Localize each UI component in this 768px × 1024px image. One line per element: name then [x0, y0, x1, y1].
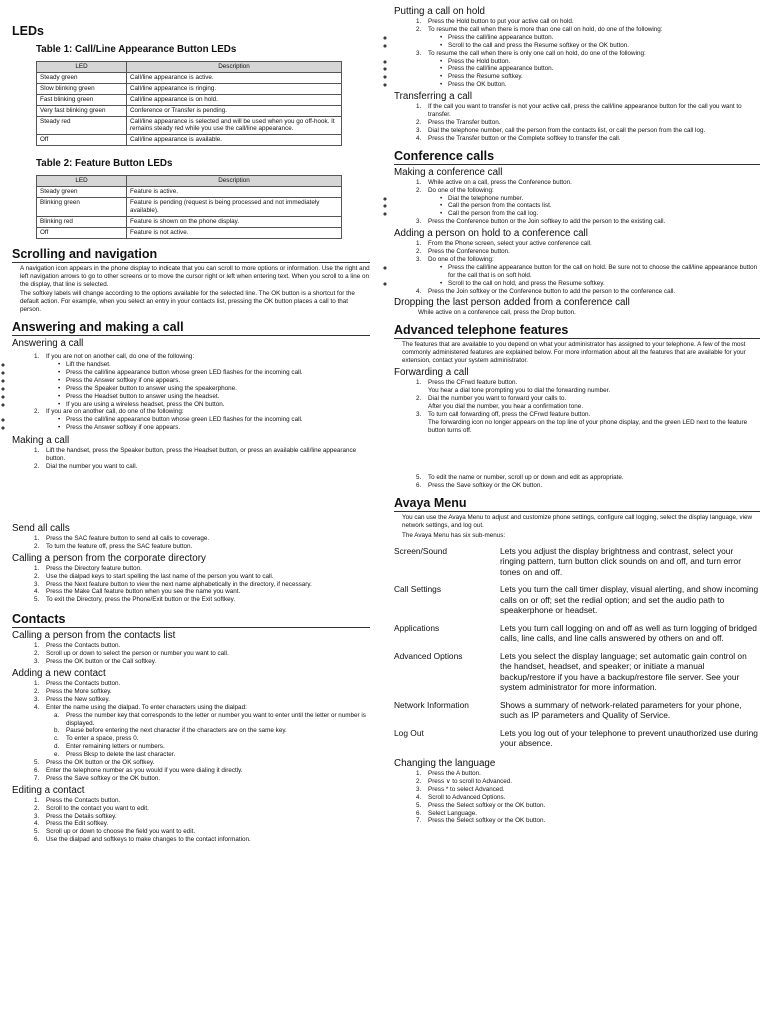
menu-item-description: Lets you turn call logging on and off as well as turn logging of bridged calls, line calls, and line calls answered by others on and off.	[500, 622, 757, 644]
answer-steps	[12, 353, 370, 432]
table2-caption: Table 2: Feature Button LEDs	[36, 158, 173, 170]
left-column	[12, 14, 370, 844]
list-item: 1. Press the Contacts button.	[34, 679, 121, 687]
table-cell: Blinking red	[37, 216, 127, 227]
directory-subheading: Calling a person from the corporate directory	[12, 552, 206, 564]
send-all-calls-subheading: Send all calls	[12, 522, 70, 534]
list-item: 1. Press the A button.	[416, 769, 481, 777]
contacts-call-subheading: Calling a person from the contacts list	[12, 630, 176, 642]
transfer-steps	[394, 103, 760, 143]
language-subheading: Changing the language	[394, 757, 496, 769]
language-steps	[394, 770, 760, 825]
conference-make-subheading: Making a conference call	[394, 166, 503, 178]
menu-item-description: Lets you turn the call timer display, visual alerting, and show incoming calls on or off; set the redial option; and set the audio path to speakerphone or headset.	[500, 584, 759, 616]
list-item: 2. Press ∨ to scroll to Advanced.	[416, 777, 513, 785]
list-item: • ◦ Dial the telephone number.	[394, 195, 760, 203]
forwarding-steps	[394, 379, 760, 434]
table-row	[394, 651, 760, 700]
table1	[36, 61, 342, 146]
avaya-menu-heading: Avaya Menu	[394, 496, 760, 512]
list-item: 3. Do one of the following: • ◦ Press the call/line appearance button for the call on hold. Be sure not to choose the call/line appearance button for the call that is on soft hold. • ◦ Scroll to the call on hold, and press the Resume softkey.	[394, 256, 760, 288]
list-item: 2. Dial the number you want to call.	[34, 463, 138, 470]
edit-steps	[394, 474, 760, 490]
list-item: 2. Press the Conference button.	[416, 248, 510, 256]
table-cell: Call/line appearance is active.	[127, 72, 342, 83]
list-item: 2. Scroll to the contact you want to edit.	[34, 804, 149, 812]
hold-subheading: Putting a call on hold	[394, 6, 485, 17]
list-item: • ◦ Scroll to the call and press the Resume softkey or the OK button.	[394, 42, 760, 50]
list-item: 6. Use the dialpad and softkeys to make changes to the contact information.	[34, 836, 251, 844]
contacts-edit-steps	[12, 797, 370, 844]
bullet-list	[394, 34, 760, 50]
list-item: 3. Press the New softkey.	[34, 695, 110, 703]
list-item: • ◦ Press the Headset button to answer using the headset.	[12, 393, 370, 401]
list-item: 5. Press the Select softkey or the OK button.	[416, 801, 546, 809]
list-item: • ◦ Press the Resume softkey.	[394, 73, 760, 81]
list-item: 2. To resume the call when there is more than one call on hold, do one of the following: • ◦ Press the call/line appearance button. • ◦ Scroll to the call and press the Resume softkey or the OK button.	[394, 26, 760, 50]
list-item: 7. Press the Save softkey or the OK button.	[34, 774, 161, 782]
table-row	[394, 700, 760, 728]
table-cell: Call/line appearance is selected and will be used when you go off-hook. It remains steady red while you use the call/line appearance.	[127, 116, 342, 135]
transfer-subheading: Transferring a call	[394, 91, 473, 103]
answering-heading: Answering and making a call	[12, 320, 370, 336]
right-column	[394, 6, 760, 825]
menu-item-name: Log Out	[394, 727, 424, 738]
bullet-list	[394, 58, 760, 90]
list-item: 2. Dial the number you want to forward your calls to. After you dial the number, you hear a confirmation tone.	[416, 394, 584, 410]
list-item: 5. To edit the name or number, scroll up or down and edit as appropriate.	[416, 474, 624, 482]
list-item: 6. Press the Save softkey or the OK button.	[416, 482, 543, 490]
scrolling-paragraph-2: The softkey labels will change according to the options available for the selected line. The OK button is a shortcut for the default action. For example, when you select an entry in your contacts list, pressing the OK button places a call to that person.	[20, 290, 355, 314]
list-item: • ◦ Scroll to the call on hold, and press the Resume softkey.	[394, 280, 760, 288]
list-item: c. To enter a space, press 0.	[54, 735, 139, 743]
list-item: 3. Dial the telephone number, call the person from the contacts list, or call the person from the call log.	[416, 126, 706, 134]
hold-steps	[394, 18, 760, 89]
conference-add-steps	[394, 240, 760, 295]
table-row	[37, 105, 342, 116]
table-row	[37, 116, 342, 135]
avaya-menu-intro-2: The Avaya Menu has six sub-menus:	[402, 532, 506, 540]
bullet-list	[12, 416, 370, 432]
list-item: 4. Press the Edit softkey.	[34, 820, 109, 828]
list-item: 1. Press the Contacts button.	[34, 642, 121, 650]
list-item: 1. Press the Directory feature button.	[34, 564, 142, 572]
answering-subheading: Answering a call	[12, 338, 84, 350]
table-cell: Off	[37, 227, 127, 238]
list-item: b. Pause before entering the next character if the characters are on the same key.	[54, 727, 287, 735]
list-item: 1. Press the CFrwd feature button. You hear a dial tone prompting you to dial the forwarding number.	[416, 379, 611, 394]
table-cell: Steady green	[37, 187, 127, 198]
table1-header-led: LED	[37, 62, 127, 73]
list-item: • ◦ Lift the handset.	[12, 361, 370, 369]
table-cell: Call/line appearance is on hold.	[127, 94, 342, 105]
contacts-add-subheading: Adding a new contact	[12, 667, 106, 679]
making-call-subheading: Making a call	[12, 435, 70, 447]
menu-item-description: Lets you adjust the display brightness and contrast, select your ringing pattern, turn button click sounds on and off, and turn error tones on and off.	[500, 545, 742, 577]
list-item: 5. To exit the Directory, press the Phone/Exit button or the Exit softkey.	[34, 596, 236, 604]
table-row	[394, 584, 760, 623]
list-item: 4. Press the Join softkey or the Conference button to add the person to the conference call.	[416, 287, 676, 295]
table-row	[394, 546, 760, 585]
list-item: 4. Press the Make Call feature button when you see the name you want.	[34, 588, 241, 596]
advanced-intro: The features that are available to you depend on what your administrator has assigned to your telephone. A few of the most commonly administered features are explained below. For more information about all the features that are available for your extension, contact your system administrator.	[402, 341, 746, 365]
list-item: 3. Press the Conference button or the Join softkey to add the person to the existing call.	[416, 218, 666, 226]
list-item: • ◦ Press the call/line appearance button whose green LED flashes for the incoming call.	[12, 369, 370, 377]
advanced-heading: Advanced telephone features	[394, 323, 760, 339]
list-item: 2. Do one of the following: • ◦ Dial the telephone number. • ◦ Call the person from the contacts list. • ◦ Call the person from the call log.	[394, 187, 760, 219]
list-item: 1. While active on a call, press the Conference button.	[416, 178, 572, 186]
list-item: 2. Press the Transfer button.	[416, 118, 501, 126]
contacts-call-steps	[12, 642, 370, 666]
list-item: e. Press Bksp to delete the last character.	[54, 751, 176, 759]
table-cell: Feature is not active.	[127, 227, 342, 238]
list-item: • ◦ Press the OK button.	[394, 81, 760, 89]
scrolling-paragraph-1: A navigation icon appears in the phone display to indicate that you can scroll to more options or information. Use the right and left navigation arrows to go to other screens or to move the cursor right or left when entering text. When you scroll to a line on the display, that line is selected.	[20, 264, 370, 288]
table-cell: Call/line appearance is available.	[127, 135, 342, 146]
directory-steps	[12, 565, 370, 605]
list-item: 1. Lift the handset, press the Speaker button, press the Headset button, or press an available call/line appearance button.	[34, 447, 357, 463]
table-cell: Off	[37, 135, 127, 146]
send-all-steps	[12, 535, 370, 551]
list-item: 3. Press the OK button or the Call softkey.	[34, 658, 157, 666]
table-row	[37, 72, 342, 83]
list-item: 3. To turn call forwarding off, press the CFrwd feature button. The forwarding icon no longer appears on the top line of your phone display, and the green LED next to the feature button turns off.	[416, 410, 748, 434]
table2	[36, 175, 342, 238]
list-item: 2. If you are on another call, do one of the following: • ◦ Press the call/line appearance button whose green LED flashes for the incoming call. • ◦ Press the Answer softkey if one appears.	[12, 408, 370, 432]
list-item: • ◦ Call the person from the call log.	[394, 210, 760, 218]
table2-header-description: Description	[127, 176, 342, 187]
table-cell: Feature is pending (request is being processed and not immediately available).	[127, 198, 342, 217]
table-row	[394, 623, 760, 651]
list-item: • ◦ Press the call/line appearance button.	[394, 34, 760, 42]
list-item: 2. Use the dialpad keys to start spelling the last name of the person you want to call.	[34, 572, 274, 580]
avaya-menu-intro: You can use the Avaya Menu to adjust and customize phone settings, configure call logging, select the display language, view network settings, and log out.	[402, 514, 753, 530]
table-row	[37, 198, 342, 217]
list-item: 3. To resume the call when there is only one call on hold, do one of the following: • ◦ Press the Hold button. • ◦ Press the call/line appearance button. • ◦ Press the Resume softkey. • ◦ Press the OK button.	[394, 50, 760, 90]
list-item: • ◦ Press the Answer softkey if one appears.	[12, 424, 370, 432]
list-item: 1. If you are not on another call, do one of the following: • ◦ Lift the handset. • ◦ Press the call/line appearance button whose green LED flashes for the incoming call. • ◦ Press the Answer softkey if one appears. • ◦ Press the Speaker button to answer using the speakerphone. • ◦ Press the Headset button to answer using the headset. • ◦ If you are using a wireless headset, press the ON button.	[12, 353, 370, 408]
table-row	[37, 135, 342, 146]
list-item: 3. Press the Next feature button to view the next name alphabetically in the directory, if necessary.	[34, 580, 312, 588]
forwarding-subheading: Forwarding a call	[394, 367, 469, 379]
list-item: 6. Enter the telephone number as you would if you were dialing it directly.	[34, 766, 243, 774]
table-row	[37, 227, 342, 238]
menu-item-name: Network Information	[394, 699, 469, 710]
conference-make-steps	[394, 179, 760, 226]
list-item: • ◦ Press the Hold button.	[394, 58, 760, 66]
list-item: 1. Press the Hold button to put your active call on hold.	[416, 18, 574, 25]
table-cell: Slow blinking green	[37, 83, 127, 94]
avaya-menu-table	[394, 546, 760, 756]
menu-item-description: Lets you select the display language; set automatic gain control on the handset, headset, and speaker; or initiate a manual backup/restore if you have a backup/restore file server. See your system administrator for more information.	[500, 650, 747, 693]
list-item: d. Enter remaining letters or numbers.	[54, 743, 165, 751]
bullet-list	[394, 195, 760, 219]
menu-item-name: Advanced Options	[394, 650, 463, 661]
sub-step-list	[12, 712, 370, 759]
table-cell: Fast blinking green	[37, 94, 127, 105]
list-item: • ◦ Press the Answer softkey if one appears.	[12, 377, 370, 385]
list-item: 6. Select Language.	[416, 809, 478, 817]
table2-header-led: LED	[37, 176, 127, 187]
conference-drop-text: While active on a conference call, press the Drop button.	[418, 309, 576, 317]
table-row	[37, 83, 342, 94]
leds-heading: LEDs	[12, 24, 44, 38]
list-item: 3. Press * to select Advanced.	[416, 785, 505, 793]
list-item: 2. Scroll up or down to select the person or number you want to call.	[34, 650, 229, 658]
menu-item-name: Applications	[394, 622, 440, 633]
table-cell: Very fast blinking green	[37, 105, 127, 116]
list-item: 2. Press the More softkey.	[34, 687, 112, 695]
list-item: 1. Press the Contacts button.	[34, 796, 121, 804]
list-item: 4. Enter the name using the dialpad. To enter characters using the dialpad: a. Press the number key that corresponds to the letter or number you want to enter until the letter or number is displayed. b. Pause before entering the next character if the characters are on the same key. c. To enter a space, press 0. d. Enter remaining letters or numbers. e. Press Bksp to delete the last character.	[12, 704, 370, 759]
contacts-add-steps	[12, 680, 370, 783]
list-item: 5. Scroll up or down to choose the field you want to edit.	[34, 828, 196, 836]
table-cell: Conference or Transfer is pending.	[127, 105, 342, 116]
menu-item-description: Shows a summary of network-related parameters for your phone, such as IP parameters and Quality of Service.	[500, 699, 742, 721]
list-item: 5. Press the OK button or the OK softkey.	[34, 759, 155, 767]
list-item: 1. From the Phone screen, select your active conference call.	[416, 240, 592, 248]
list-item: 3. Press the Details softkey.	[34, 812, 117, 820]
bullet-list	[394, 264, 760, 288]
table-cell: Steady red	[37, 116, 127, 135]
table-cell: Feature is shown on the phone display.	[127, 216, 342, 227]
menu-item-name: Call Settings	[394, 584, 442, 595]
table-cell: Feature is active.	[127, 187, 342, 198]
table-row	[394, 728, 760, 756]
list-item: • ◦ Press the call/line appearance button for the call on hold. Be sure not to choose the call/line appearance button for the call that is on soft hold.	[394, 264, 760, 280]
conference-drop-subheading: Dropping the last person added from a conference call	[394, 297, 630, 309]
scrolling-heading: Scrolling and navigation	[12, 247, 370, 263]
list-item: • ◦ Press the call/line appearance button.	[394, 65, 760, 73]
table-cell: Steady green	[37, 72, 127, 83]
table-row	[37, 216, 342, 227]
list-item: a. Press the number key that corresponds to the letter or number you want to enter until the letter or number is displayed.	[54, 711, 366, 727]
table-cell: Blinking green	[37, 198, 127, 217]
list-item: • ◦ Call the person from the contacts list.	[394, 202, 760, 210]
bullet-list	[12, 361, 370, 408]
list-item: 1. Press the SAC feature button to send all calls to coverage.	[34, 534, 210, 542]
conference-heading: Conference calls	[394, 149, 760, 165]
conference-add-subheading: Adding a person on hold to a conference call	[394, 228, 588, 240]
contacts-heading: Contacts	[12, 612, 370, 628]
table1-header-description: Description	[127, 62, 342, 73]
list-item: 4. Press the Transfer button or the Complete softkey to transfer the call.	[416, 134, 621, 142]
list-item: 7. Press the Select softkey or the OK button.	[416, 817, 546, 825]
menu-item-name: Screen/Sound	[394, 545, 448, 556]
list-item: • ◦ If you are using a wireless headset, press the ON button.	[12, 401, 370, 409]
table-row	[37, 94, 342, 105]
list-item: • ◦ Press the Speaker button to answer using the speakerphone.	[12, 385, 370, 393]
list-item: 1. If the call you want to transfer is not your active call, press the call/line appearance button for the call you want to transfer.	[416, 103, 742, 119]
table-cell: Call/line appearance is ringing.	[127, 83, 342, 94]
menu-item-description: Lets you log out of your telephone to prevent unauthorized use during your absence.	[500, 727, 758, 749]
table-row	[37, 187, 342, 198]
list-item: 2. To turn the feature off, press the SAC feature button.	[34, 542, 193, 550]
make-call-steps	[12, 447, 370, 471]
table1-caption: Table 1: Call/Line Appearance Button LEDs	[36, 44, 237, 55]
contacts-edit-subheading: Editing a contact	[12, 784, 85, 796]
list-item: 4. Scroll to Advanced Options.	[416, 793, 506, 801]
list-item: • ◦ Press the call/line appearance button whose green LED flashes for the incoming call.	[12, 416, 370, 424]
